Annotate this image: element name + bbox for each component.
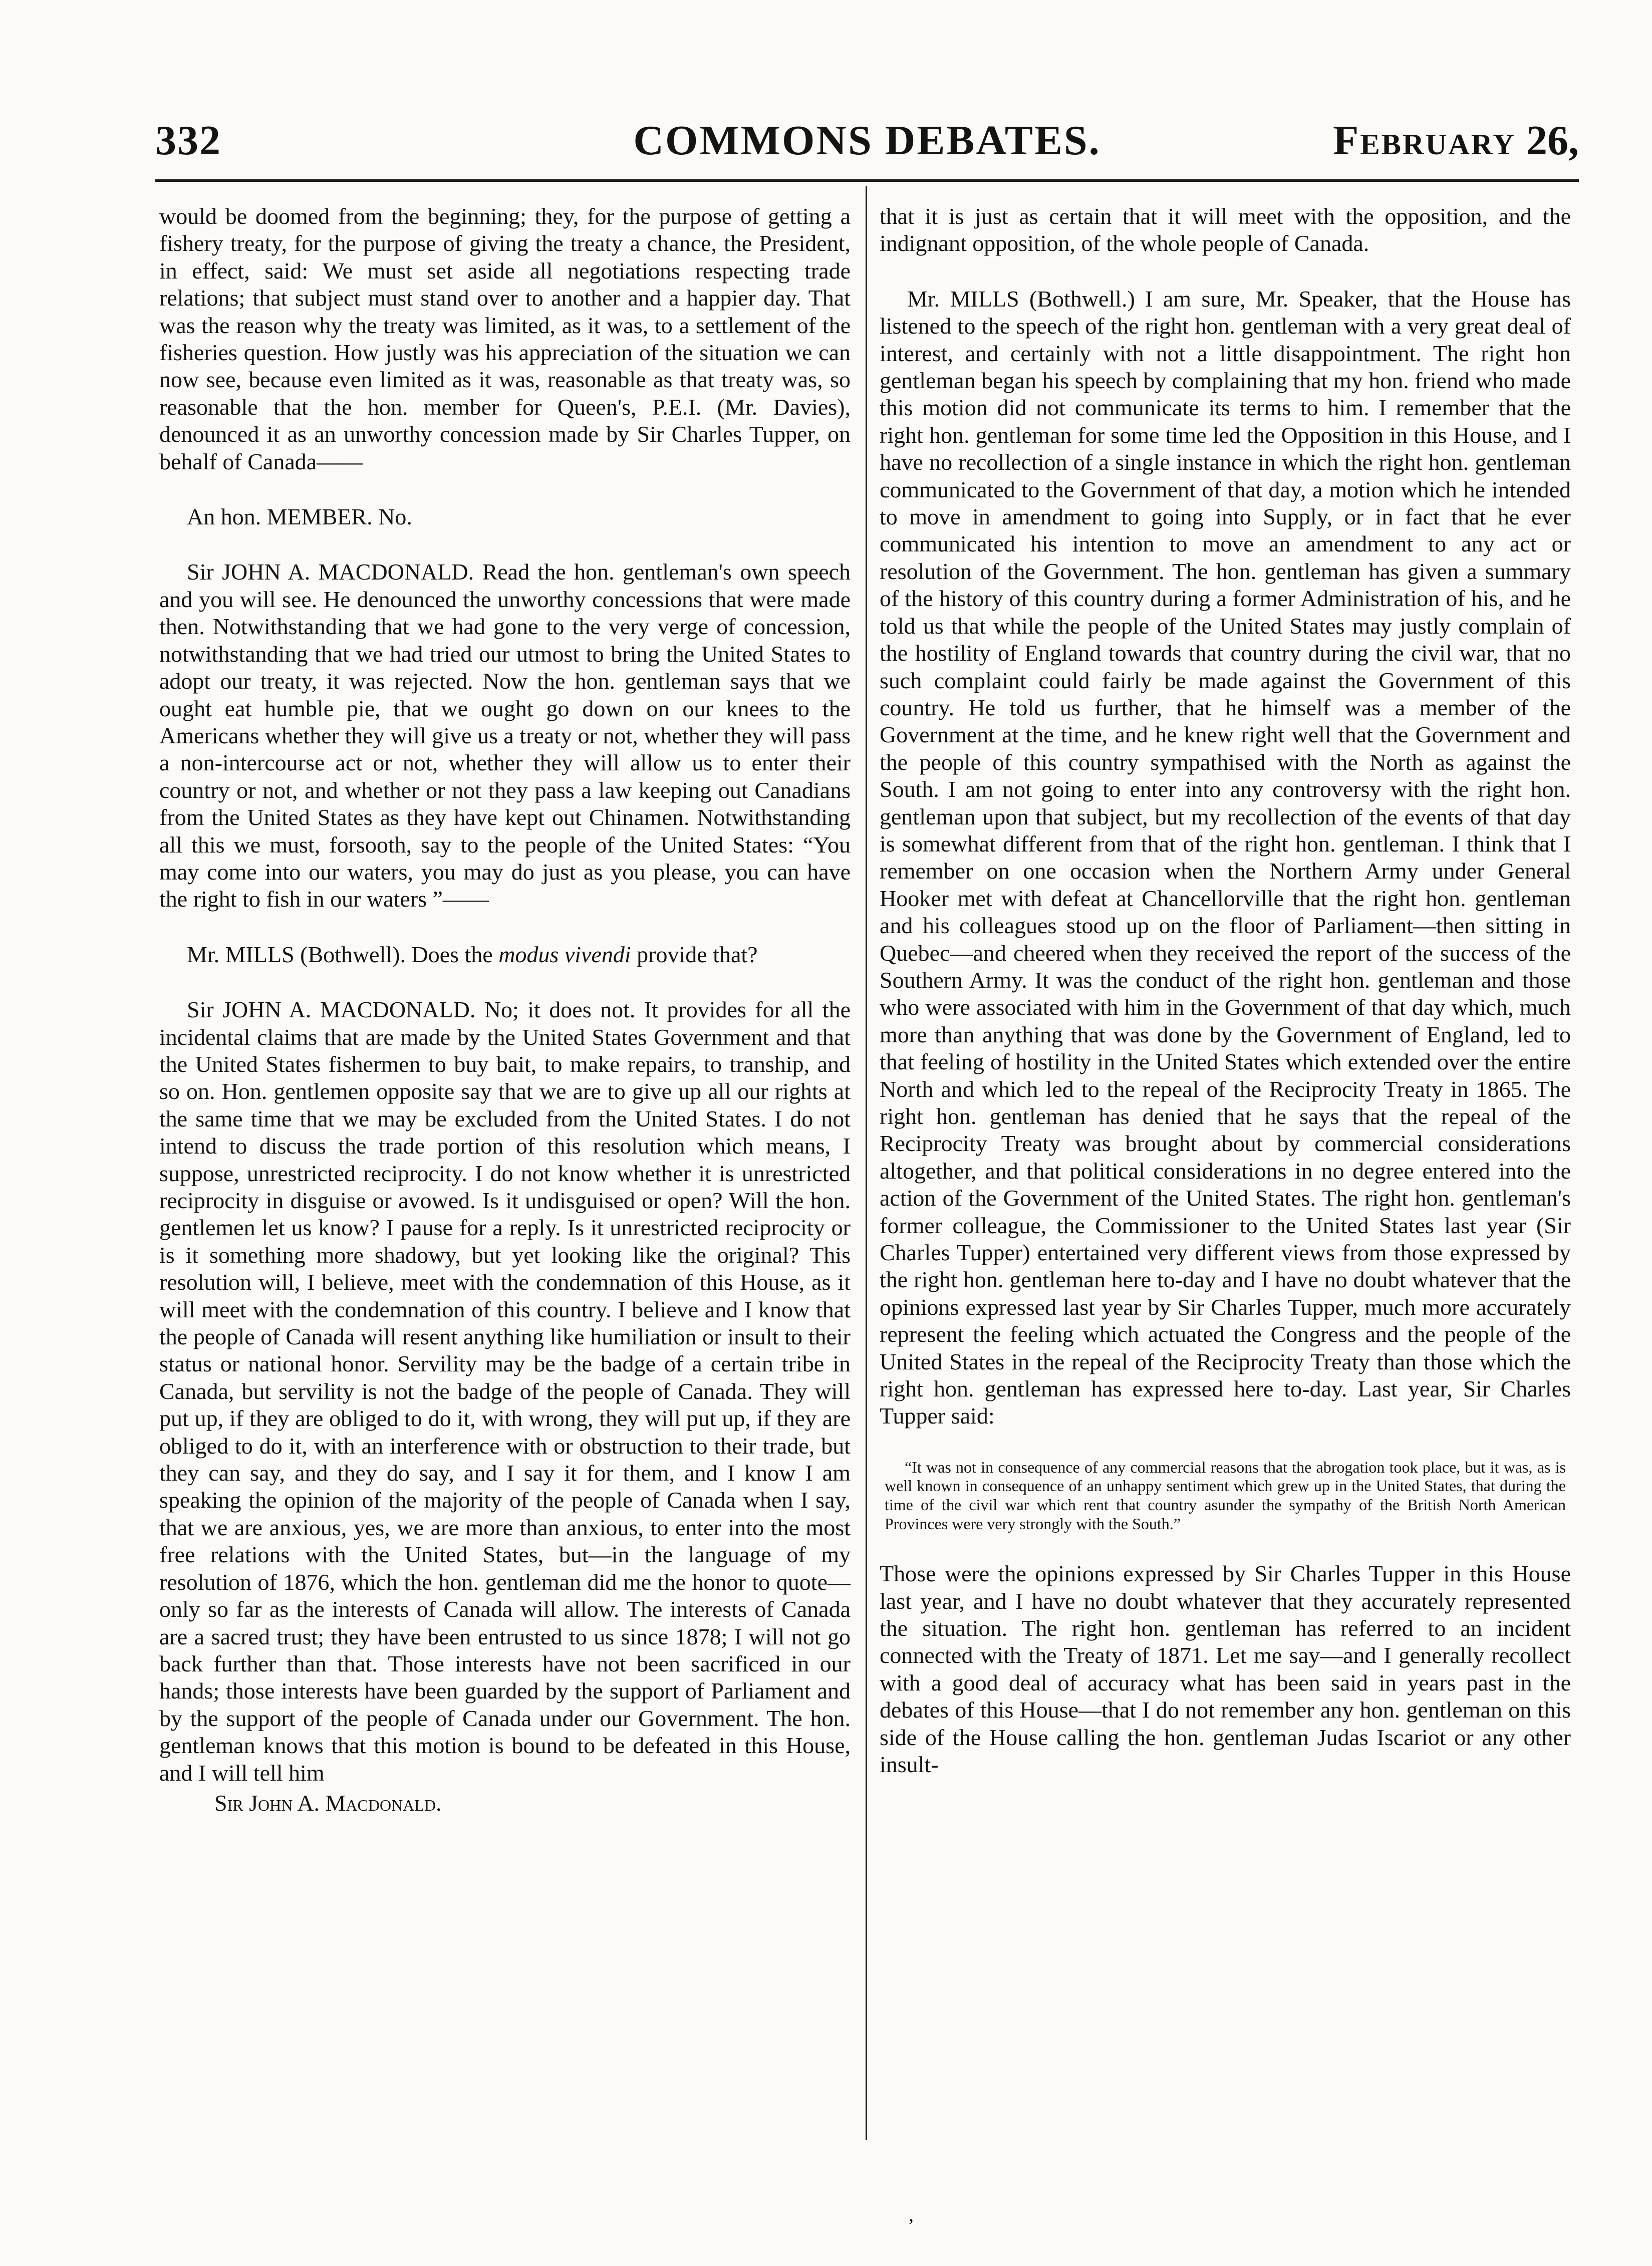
speech-text: provide that? — [637, 941, 758, 967]
paragraph: Those were the opinions expressed by Sir Charles Tupper in this House last year, and I have no doubt whatever that they accurately represented the situation. The right hon. gentleman has referred to an incident connected with the Treaty of 1871. Let me say—and I generally recollect with a good deal of accuracy what has been said in years past in the debates of this House—that I do not remember any hon. gentleman on this side of the House calling the hon. gentleman Judas Iscariot or any other insult- — [880, 1561, 1571, 1778]
left-column — [159, 203, 851, 1817]
italic-phrase: modus vivendi — [498, 941, 631, 967]
stray-mark: ’ — [908, 2214, 915, 2237]
paragraph: would be doomed from the beginning; they, for the purpose of getting a fishery treaty, for the purpose of giving the treaty a chance, the President, in effect, said: We must set aside all negotiations respecting trade relations; that subject must stand over to another and a happier day. That was the reason why the treaty was limited, as it was, to a settlement of the fisheries question. How justly was his appreciation of the situation we can now see, because even limited as it was, reasonable as that treaty was, so reasonable that the hon. member for Queen's, P.E.I. (Mr. Davies), denounced it as an unworthy concession made by Sir Charles Tupper, on behalf of Canada—— — [159, 203, 851, 474]
header-day: 26, — [1526, 117, 1579, 164]
header-month: February — [1333, 117, 1516, 164]
speech-text: I am sure, Mr. Speaker, that the House has listened to the speech of the right hon. gentleman with a very great deal of interest, and certainly with not a little disappointment. The right hon gentleman began his speech by complaining that my hon. friend who made this motion did not communicate its terms to him. I remember that the right hon. gentleman for some time led the Opposition in this House, and I have no recollection of a single instance in which the right hon. gentleman communicated to the Government of that day, a motion which he intended to move in amendment to going into Supply, or in fact that he ever communicated his intention to move an amendment to any act or resolution of the Government. The hon. gentleman has given a summary of the history of this country during a former Administration of his, and he told us that while the people of the United States may justly complain of the hostility of England towards that country during the civil war, that no such complaint could fairly be made against the Government of this country. He told us further, that he himself was a member of the Government at the time, and he knew right well that the Government and the people of this country sympathised with the North as against the South. I am not going to enter into any controversy with the right hon. gentleman upon that subject, but my recollection of the events of that day is somewhat different from that of the right hon. gentleman. I think that I remember on one occasion when the Northern Army under General Hooker met with defeat at Chancellorville that the right hon. gentleman and his colleagues stood up on the floor of Parliament—then sitting in Quebec—and cheered when they received the report of the success of the Southern Army. It was the conduct of the right hon. gentleman and those who were associated with him in the Government of that day which, much more than anything that was done by the Government of England, led to that feeling of hostility in the United States which extended over the entire North and which led to the repeal of the Reciprocity Treaty in 1865. The right hon. gentleman has denied that he says that the repeal of the Reciprocity Treaty was brought about by commercial considerations altogether, and that political considerations in no degree entered into the action of the Government of the United States. The right hon. gentleman's former colleague, the Commissioner to the United States last year (Sir Charles Tupper) entertained very different views from those expressed by the right hon. gentleman here to-day and I have no doubt whatever that the opinions expressed last year by Sir Charles Tupper, much more accurately represent the feeling which actuated the Congress and the people of the United States in the repeal of the Reciprocity Treaty than those which the right hon. gentleman has expressed here to-day. Last year, Sir Charles Tupper said: — [880, 286, 1571, 1429]
paragraph: that it is just as certain that it will meet with the opposition, and the indignant opposition, of the whole people of Canada. — [880, 203, 1571, 256]
page-number: 332 — [155, 117, 221, 164]
speaker-name: Sir JOHN A. MACDONALD. — [187, 559, 474, 585]
paragraph — [159, 503, 851, 530]
speaker-name: Mr. MILLS (Bothwell.) — [907, 286, 1135, 312]
speaker-name: Sir JOHN A. MACDONALD. — [187, 997, 476, 1023]
paragraph — [159, 558, 851, 913]
page-title: COMMONS DEBATES. — [633, 117, 1101, 164]
speaker-name: Mr. MILLS (Bothwell). — [187, 941, 406, 967]
signature: Sir John A. Macdonald. — [214, 1790, 442, 1816]
speech-text: No. — [378, 504, 412, 530]
paragraph — [880, 286, 1571, 1430]
paragraph — [159, 941, 851, 968]
speech-text: No; it does not. It provides for all the incidental claims that are made by the United States Government and that the United States fishermen to buy bait, to make repairs, to tranship, and so on. Hon. gentlemen opposite say that we are to give up all our rights at the same time that we may be excluded from the United States. I do not intend to discuss the trade portion of this resolution which means, I suppose, unrestricted reciprocity. I do not know whether it is unrestricted reciprocity in disguise or avowed. Is it undisguised or open? Will the hon. gentlemen let us know? I pause for a reply. Is it unrestricted reciprocity or is it something more shadowy, but yet looking like the original? This resolution will, I believe, meet with the condemnation of this House, as it will meet with the condemnation of this country. I believe and I know that the people of Canada will resent anything like humiliation or insult to their status or national honor. Servility may be the badge of a certain tribe in Canada, but servility is not the badge of the people of Canada. They will put up, if they are obliged to do it, with wrong, they will put up, if they are obliged to do it, with an interference with or obstruction to their trade, but they can say, and they do say, and I say it for them, and I know I am speaking the opinion of the majority of the people of Canada when I say, that we are anxious, yes, we are more than anxious, to enter into the most free relations with the United States, but—in the language of my resolution of 1876, which the hon. gentleman did me the honor to quote—only so far as the interests of Canada will allow. The interests of Canada are a sacred trust; they have been entrusted to us since 1878; I will not go back further than that. Those interests have not been sacrificed in our hands; those interests have been guarded by the support of Parliament and by the support of the people of Canada under our Government. The hon. gentleman knows that this motion is bound to be defeated in this House, and I will tell him — [159, 997, 851, 1786]
header-rule — [155, 179, 1579, 182]
page-header — [155, 116, 1579, 171]
paragraph — [159, 996, 851, 1787]
speech-text: Does the — [411, 941, 493, 967]
header-date — [1333, 116, 1579, 165]
speech-text: Read the hon. gentleman's own speech and you will see. He denounced the unworthy concessions that were made then. Notwithstanding that we had gone to the very verge of concession, notwithstanding that we had tried our utmost to bring the United States to adopt our treaty, it was rejected. Now the hon. gentleman says that we ought eat humble pie, that we ought go down on our knees to the Americans whether they will give us a treaty or not, whether they will pass a non-intercourse act or not, whether they will allow us to enter their country or not, and whether or not they pass a law keeping out Canadians from the United States as they have kept out Chinamen. Notwithstanding all this we must, forsooth, say to the people of the United States: “You may come into our waters, you may do just as you please, you can have the right to fish in our waters ”—— — [159, 559, 851, 912]
column-divider — [866, 186, 867, 2140]
right-column — [880, 203, 1571, 1807]
block-quote: “It was not in consequence of any commercial reasons that the abrogation took place, but it was, as is well known in consequence of an unhappy sentiment which grew up in the United States, that during the time of the civil war which rent that country asunder the sympathy of the British North American Provinces were very strongly with the South.” — [885, 1458, 1566, 1533]
speaker-name: An hon. MEMBER. — [187, 504, 373, 530]
